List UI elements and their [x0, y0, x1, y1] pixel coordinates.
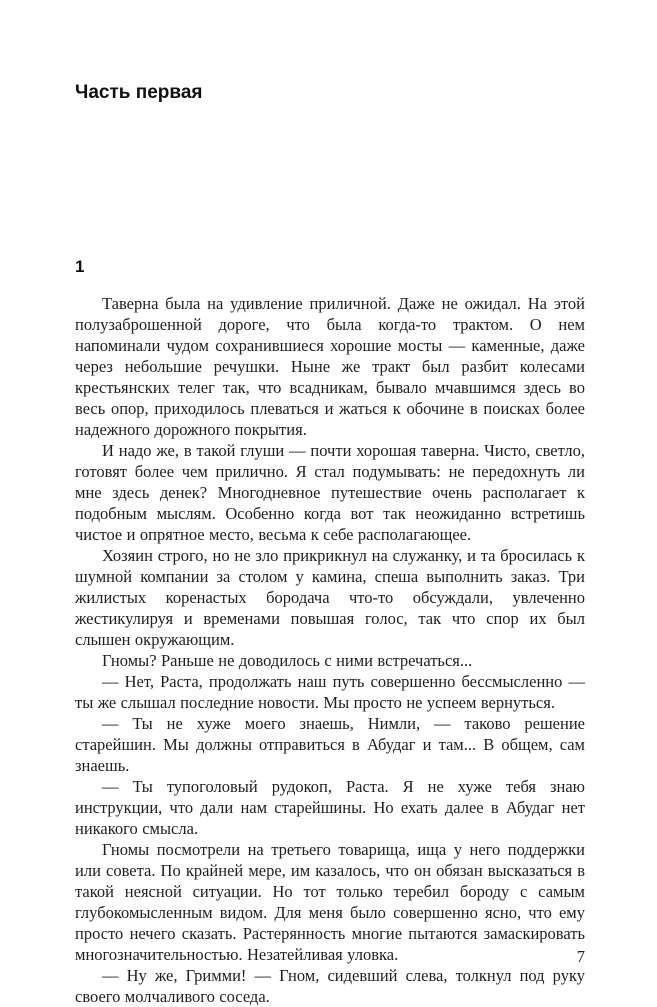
page-number: 7 — [576, 947, 585, 966]
paragraph: И надо же, в такой глуши — почти хорошая таверна. Чисто, светло, готовят более чем прилично. Я стал подумывать: не передохнуть ли мне здесь денек? Многодневное путешествие очень располагает к подобным мыслям. Особенно когда вот так неожиданно встретишь чистое и опрятное место, весьма к себе располагающее. — [75, 441, 585, 544]
chapter-number: 1 — [75, 257, 85, 276]
paragraph: Гномы посмотрели на третьего товарища, ища у него поддержки или совета. По крайней мере, им казалось, что он обязан высказаться в такой неясной ситуации. Но тот только теребил бороду с самым глубокомысленным видом. Для меня было совершенно ясно, что ему просто нечего сказать. Растерянность многие пытаются замаскировать многозначительностью. Незатейливая уловка. — [75, 840, 585, 964]
paragraph: — Ну же, Гримми! — Гном, сидевший слева, толкнул под руку своего молчаливого соседа. — [75, 966, 585, 1006]
paragraph: Таверна была на удивление приличной. Даже не ожидал. На этой полузаброшенной дороге, что была когда-то трактом. О нем напоминали чудом сохранившиеся хорошие мосты — каменные, даже через небольшие речушки. Ныне же тракт был разбит колесами крестьянских телег так, что всадникам, бывало мчавшимся здесь во весь опор, приходилось плеваться и жаться к обочине в поисках более надежного дорожного покрытия. — [75, 294, 585, 439]
paragraph: — Ты не хуже моего знаешь, Нимли, — таково решение старейшин. Мы должны отправиться в Абудаг и там... В общем, сам знаешь. — [75, 714, 585, 775]
paragraph: Гномы? Раньше не доводилось с ними встречаться... — [102, 651, 473, 670]
paragraph: — Ты тупоголовый рудокоп, Раста. Я не хуже тебя знаю инструкции, что дали нам старейшины. Но ехать далее в Абудаг нет никакого смысла. — [75, 777, 585, 838]
part-title: Часть первая — [75, 82, 203, 103]
paragraph: — Нет, Раста, продолжать наш путь совершенно бессмысленно — ты же слышал последние новости. Мы просто не успеем вернуться. — [75, 672, 585, 712]
paragraph: Хозяин строго, но не зло прикрикнул на служанку, и та бросилась к шумной компании за столом у камина, спеша выполнить заказ. Три жилистых коренастых бородача что-то обсуждали, увлеченно жестикулируя и временами повышая голос, так что спор их был слышен окружающим. — [75, 546, 585, 649]
body-text — [75, 293, 585, 1007]
